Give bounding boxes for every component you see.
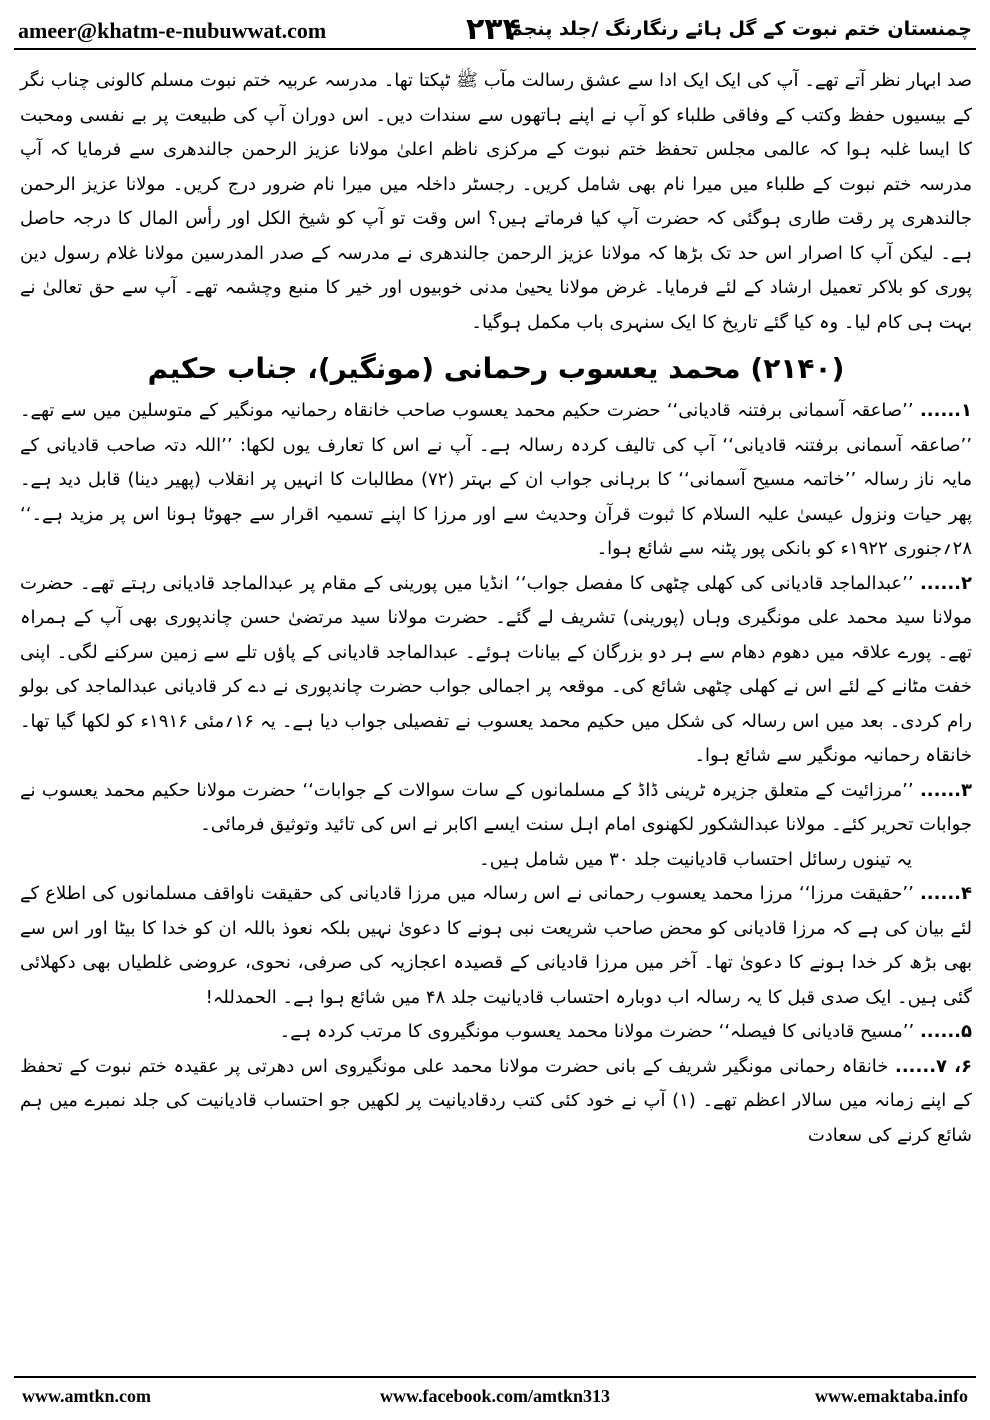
item-number: ۵...... [919,1021,972,1042]
page-header [14,14,976,62]
page-footer [14,1376,976,1412]
item-text: یہ تینوں رسائل احتساب قادیانیت جلد ۳۰ میں شامل ہیں۔ [479,848,912,870]
intro-paragraph: صد ابہار نظر آتے تھے۔ آپ کی ایک ایک ادا سے عشق رسالت مآب ﷺ ٹپکتا تھا۔ مدرسہ عربیہ ختم نبوت مسلم کالونی چناب نگر کے بیسیوں حفظ وکتب کے وفاقی طلباء کو آپ نے اپنے ہاتھوں سے سندات دیں۔ اس دوران آپ کی طبیعت پر بے نفسی ومحبت کا ایسا غلبہ ہوا کہ عالمی مجلس تحفظ ختم نبوت کے مرکزی ناظم اعلیٰ مولانا عزیز الرحمن جالندھری سے فرمایا کہ آپ مدرسہ ختم نبوت کے طلباء میں میرا نام بھی شامل کریں۔ رجسٹر داخلہ میں میرا نام ضرور درج کریں۔ مولانا عزیز الرحمن جالندھری پر رقت طاری ہوگئی کہ حضرت آپ کیا فرماتے ہیں؟ اس وقت تو آپ کو شیخ الکل اور رأس المال کا درجہ حاصل ہے۔ لیکن آپ کا اصرار اس حد تک بڑھا کہ مولانا عزیز الرحمن جالندھری نے مدرسہ کے صدر المدرسین مولانا غلام رسول دین پوری کو بلاکر تعمیل ارشاد کے لئے فرمایا۔ غرض مولانا یحییٰ مدنی خوبیوں اور خیر کا منبع وچشمہ تھے۔ آپ سے حق تعالیٰ نے بہت ہی کام لیا۔ وہ کیا گئے تاریخ کا ایک سنہری باب مکمل ہوگیا۔ [20,70,972,333]
item-5 [20,1015,972,1050]
footer-link-emaktaba[interactable]: www.emaktaba.info [814,1386,968,1406]
item-text: خانقاہ رحمانی مونگیر شریف کے بانی حضرت مولانا محمد علی مونگیروی اس دھرتی پر عقیدہ ختم نبوت کے تحفظ کے اپنے زمانہ میں سالار اعظم تھے۔ (۱) آپ نے خود کئی کتب ردقادیانیت پر لکھیں جو احتساب قادیانیت کی جلد نمبرے میں ہم شائع کرنے کی سعادت [20,1055,972,1146]
item-text: ’’مرزائیت کے متعلق جزیرہ ٹرینی ڈاڈ کے مسلمانوں کے سات سوالات کے جوابات‘‘ حضرت مولانا حکیم محمد یعسوب نے جوابات تحریر کئے۔ مولانا عبدالشکور لکھنوی امام اہل سنت ایسے اکابر نے اس کی تائید وتوثیق فرمائی۔ [20,779,972,835]
item-6-7 [20,1050,972,1154]
section-heading: (۲۱۴۰) محمد یعسوب رحمانی (مونگیر)، جناب حکیم [147,352,845,385]
page-number: ۲۳۴ [466,12,521,47]
item-number: ۳...... [919,779,972,801]
item-1 [20,394,972,567]
header-email: ameer@khatm-e-nubuwwat.com [18,18,327,43]
footer-link-amtkn[interactable]: www.amtkn.com [22,1386,151,1406]
item-text: ’’عبدالماجد قادیانی کی کھلی چٹھی کا مفصل جواب‘‘ انڈیا میں پورینی کے مقام پر عبدالماجد قادیانی رہتے تھے۔ حضرت مولانا سید محمد علی مونگیری وہاں (پورینی) تشریف لے گئے۔ حضرت مولانا سید مرتضیٰ حسن چاندپوری بھی آپ کے ہمراہ تھے۔ پورے علاقہ میں دھوم دھام سے ہر دو بزرگان کے بیانات ہوئے۔ عبدالماجد قادیانی کے پاؤں تلے سے زمین سرکنے لگی۔ اپنی خفت مٹانے کے لئے اس نے کھلی چٹھی شائع کی۔ موقعہ پر اجمالی جواب حضرت چاندپوری نے دے کر قادیانی عبدالماجد کی بولو رام کردی۔ بعد میں اس رسالہ کی شکل میں حکیم محمد یعسوب نے تفصیلی جواب دیا ہے۔ یہ ۱۶؍مئی ۱۹۱۶ء کو لکھا گیا تھا۔ خانقاہ رحمانیہ مونگیر سے شائع ہوا۔ [20,572,972,766]
footer-divider [14,1376,976,1378]
item-number: ۶، ۷...... [895,1055,972,1077]
footer-link-facebook[interactable]: www.facebook.com/amtkn313 [380,1386,610,1406]
item-text: ’’حقیقت مرزا‘‘ مرزا محمد یعسوب رحمانی نے اس رسالہ میں مرزا قادیانی کی حقیقت ناواقف مسلمانوں کی اطلاع کے لئے بیان کی ہے کہ مرزا قادیانی کو محض صاحب شریعت نبی ہونے کا دعویٰ نہیں بلکہ نعوذ باللہ ان کو خدا کا بیٹا اور اس سے بھی بڑھ کر خدا ہونے کا دعویٰ تھا۔ آخر میں مرزا قادیانی کے قصیدہ اعجازیہ کی صرفی، نحوی، عروضی غلطیاں بھی دکھلائی گئی ہیں۔ ایک صدی قبل کا یہ رسالہ اب دوبارہ احتساب قادیانیت جلد ۴۸ میں شائع ہوا ہے۔ الحمدللہ! [20,883,972,1008]
item-note [20,843,972,878]
item-4 [20,877,972,1015]
item-text: ’’صاعقہ آسمانی برفتنہ قادیانی‘‘ حضرت حکیم محمد یعسوب صاحب خانقاہ رحمانیہ مونگیر کے متوسلین میں سے تھے۔ ’’صاعقہ آسمانی برفتنہ قادیانی‘‘ آپ کی تالیف کردہ رسالہ ہے۔ آپ نے اس کا تعارف یوں لکھا: ’’اللہ دتہ صاحب قادیانی کے مایہ ناز رسالہ ’’خاتمہ مسیح آسمانی‘‘ کا برہانی جواب ان کے بہتر (۷۲) مطالبات کا انہیں پر انقلاب (پھیر دینا) قابل دید ہے۔ پھر حیات ونزول عیسیٰ علیہ السلام کا ثبوت قرآن وحدیث سے اور مرزا کا اپنے تسمیہ اقرار سے جھوٹا ہونا اس پر مزید ہے۔‘‘ ۲۸؍جنوری ۱۹۲۲ء کو بانکی پور پٹنہ سے شائع ہوا۔ [20,400,972,559]
item-3 [20,774,972,843]
item-number: ۲...... [919,572,972,594]
item-2 [20,567,972,774]
item-number: ۴...... [919,883,972,904]
item-number: ۱...... [919,400,972,421]
header-divider [14,48,976,50]
page-body [20,64,972,1370]
book-title: چمنستان ختم نبوت کے گل ہائے رنگارنگ /جلد پنجم [508,18,972,40]
item-text: ’’مسیح قادیانی کا فیصلہ‘‘ حضرت مولانا محمد یعسوب مونگیروی کا مرتب کردہ ہے۔ [279,1021,915,1042]
